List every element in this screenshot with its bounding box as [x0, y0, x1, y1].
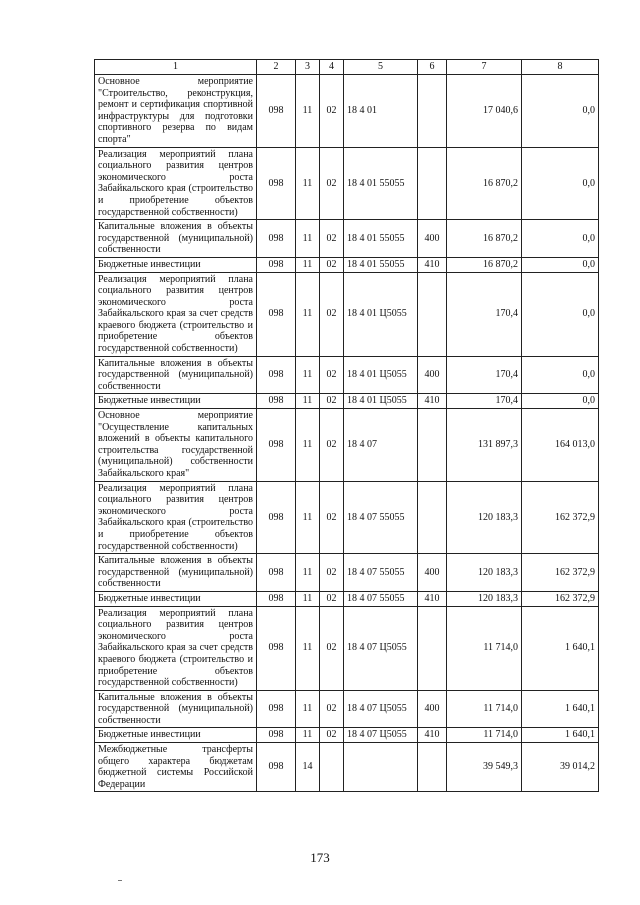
expense-type-cell [418, 147, 447, 220]
subsection-cell: 02 [320, 257, 344, 272]
subsection-cell: 02 [320, 272, 344, 356]
expense-type-cell [418, 606, 447, 690]
expense-type-cell [418, 272, 447, 356]
target-article-cell: 18 4 01 Ц5055 [344, 356, 418, 394]
column-header-8: 8 [522, 60, 599, 75]
table-row [95, 409, 599, 482]
ministry-code-cell: 098 [257, 606, 296, 690]
amount-2024-cell: 39 014,2 [522, 743, 599, 792]
subsection-cell: 02 [320, 690, 344, 728]
amount-2023-cell: 11 714,0 [447, 728, 522, 743]
amount-2023-cell: 11 714,0 [447, 606, 522, 690]
target-article-cell: 18 4 07 Ц5055 [344, 690, 418, 728]
amount-2023-cell: 16 870,2 [447, 147, 522, 220]
amount-2023-cell: 120 183,3 [447, 591, 522, 606]
name-cell: Реализация мероприятий плана социального развития центров экономического роста Забайкальского края за счет средств краевого бюджета (строительство и приобретение объектов государственной собственности) [95, 606, 257, 690]
ministry-code-cell: 098 [257, 554, 296, 592]
subsection-cell: 02 [320, 356, 344, 394]
column-header-7: 7 [447, 60, 522, 75]
ministry-code-cell: 098 [257, 257, 296, 272]
expense-type-cell: 410 [418, 257, 447, 272]
name-cell: Бюджетные инвестиции [95, 591, 257, 606]
ministry-code-cell: 098 [257, 394, 296, 409]
ministry-code-cell: 098 [257, 690, 296, 728]
name-cell: Бюджетные инвестиции [95, 728, 257, 743]
section-cell: 11 [296, 606, 320, 690]
table-row [95, 728, 599, 743]
amount-2024-cell: 0,0 [522, 272, 599, 356]
subsection-cell: 02 [320, 147, 344, 220]
section-cell: 11 [296, 75, 320, 148]
target-article-cell: 18 4 01 55055 [344, 257, 418, 272]
target-article-cell: 18 4 07 [344, 409, 418, 482]
expense-type-cell: 400 [418, 356, 447, 394]
ministry-code-cell: 098 [257, 409, 296, 482]
amount-2023-cell: 17 040,6 [447, 75, 522, 148]
name-cell: Основное мероприятие "Строительство, реконструкция, ремонт и сертификация спортивной инфраструктуры для подготовки спортивного резерва по видам спорта" [95, 75, 257, 148]
section-cell: 11 [296, 591, 320, 606]
amount-2023-cell: 131 897,3 [447, 409, 522, 482]
table-row [95, 481, 599, 554]
amount-2024-cell: 162 372,9 [522, 481, 599, 554]
column-header-2: 2 [257, 60, 296, 75]
amount-2023-cell: 39 549,3 [447, 743, 522, 792]
expense-type-cell: 410 [418, 591, 447, 606]
amount-2023-cell: 16 870,2 [447, 220, 522, 258]
name-cell: Капитальные вложения в объекты государственной (муниципальной) собственности [95, 554, 257, 592]
target-article-cell: 18 4 07 55055 [344, 554, 418, 592]
subsection-cell [320, 743, 344, 792]
amount-2023-cell: 120 183,3 [447, 481, 522, 554]
ministry-code-cell: 098 [257, 147, 296, 220]
ministry-code-cell: 098 [257, 272, 296, 356]
table-row [95, 606, 599, 690]
name-cell: Бюджетные инвестиции [95, 257, 257, 272]
table-row [95, 591, 599, 606]
table-row [95, 356, 599, 394]
subsection-cell: 02 [320, 606, 344, 690]
amount-2023-cell: 16 870,2 [447, 257, 522, 272]
amount-2024-cell: 0,0 [522, 394, 599, 409]
subsection-cell: 02 [320, 409, 344, 482]
table-row [95, 690, 599, 728]
expense-type-cell [418, 409, 447, 482]
section-cell: 11 [296, 272, 320, 356]
amount-2023-cell: 120 183,3 [447, 554, 522, 592]
expense-type-cell: 400 [418, 690, 447, 728]
table-row [95, 272, 599, 356]
column-header-1: 1 [95, 60, 257, 75]
name-cell: Реализация мероприятий плана социального развития центров экономического роста Забайкальского края (строительство и приобретение объектов государственной собственности) [95, 147, 257, 220]
column-header-3: 3 [296, 60, 320, 75]
subsection-cell: 02 [320, 554, 344, 592]
section-cell: 11 [296, 690, 320, 728]
subsection-cell: 02 [320, 220, 344, 258]
target-article-cell [344, 743, 418, 792]
table-row [95, 220, 599, 258]
name-cell: Капитальные вложения в объекты государственной (муниципальной) собственности [95, 690, 257, 728]
expense-type-cell: 410 [418, 728, 447, 743]
amount-2023-cell: 11 714,0 [447, 690, 522, 728]
expense-type-cell [418, 743, 447, 792]
subsection-cell: 02 [320, 728, 344, 743]
subsection-cell: 02 [320, 591, 344, 606]
table-row [95, 554, 599, 592]
table-row [95, 147, 599, 220]
amount-2024-cell: 0,0 [522, 220, 599, 258]
section-cell: 11 [296, 728, 320, 743]
ministry-code-cell: 098 [257, 728, 296, 743]
table-row [95, 257, 599, 272]
section-cell: 11 [296, 409, 320, 482]
subsection-cell: 02 [320, 394, 344, 409]
amount-2024-cell: 0,0 [522, 257, 599, 272]
amount-2024-cell: 162 372,9 [522, 591, 599, 606]
subsection-cell: 02 [320, 481, 344, 554]
column-header-5: 5 [344, 60, 418, 75]
budget-table [94, 59, 599, 792]
amount-2024-cell: 1 640,1 [522, 606, 599, 690]
expense-type-cell [418, 75, 447, 148]
amount-2024-cell: 164 013,0 [522, 409, 599, 482]
expense-type-cell: 410 [418, 394, 447, 409]
name-cell: Капитальные вложения в объекты государственной (муниципальной) собственности [95, 220, 257, 258]
ministry-code-cell: 098 [257, 75, 296, 148]
section-cell: 11 [296, 147, 320, 220]
name-cell: Капитальные вложения в объекты государственной (муниципальной) собственности [95, 356, 257, 394]
section-cell: 11 [296, 257, 320, 272]
name-cell: Основное мероприятие "Осуществление капитальных вложений в объекты капитального строительства государственной (муниципальной) собственности Забайкальского края" [95, 409, 257, 482]
table-row [95, 394, 599, 409]
target-article-cell: 18 4 01 55055 [344, 220, 418, 258]
section-cell: 11 [296, 481, 320, 554]
target-article-cell: 18 4 07 55055 [344, 481, 418, 554]
ministry-code-cell: 098 [257, 743, 296, 792]
section-cell: 11 [296, 356, 320, 394]
name-cell: Реализация мероприятий плана социального развития центров экономического роста Забайкальского края (строительство и приобретение объектов государственной собственности) [95, 481, 257, 554]
ministry-code-cell: 098 [257, 481, 296, 554]
target-article-cell: 18 4 07 Ц5055 [344, 606, 418, 690]
amount-2024-cell: 0,0 [522, 75, 599, 148]
expense-type-cell [418, 481, 447, 554]
table-row [95, 75, 599, 148]
name-cell: Межбюджетные трансферты общего характера бюджетам бюджетной системы Российской Федерации [95, 743, 257, 792]
target-article-cell: 18 4 07 Ц5055 [344, 728, 418, 743]
page-number: 173 [310, 850, 330, 865]
target-article-cell: 18 4 01 Ц5055 [344, 272, 418, 356]
amount-2023-cell: 170,4 [447, 272, 522, 356]
target-article-cell: 18 4 01 [344, 75, 418, 148]
ministry-code-cell: 098 [257, 356, 296, 394]
amount-2024-cell: 1 640,1 [522, 690, 599, 728]
section-cell: 14 [296, 743, 320, 792]
column-header-6: 6 [418, 60, 447, 75]
section-cell: 11 [296, 394, 320, 409]
table-body [95, 75, 599, 792]
expense-type-cell: 400 [418, 220, 447, 258]
amount-2024-cell: 162 372,9 [522, 554, 599, 592]
section-cell: 11 [296, 220, 320, 258]
ministry-code-cell: 098 [257, 591, 296, 606]
target-article-cell: 18 4 01 Ц5055 [344, 394, 418, 409]
column-header-4: 4 [320, 60, 344, 75]
amount-2024-cell: 0,0 [522, 356, 599, 394]
amount-2023-cell: 170,4 [447, 394, 522, 409]
expense-type-cell: 400 [418, 554, 447, 592]
name-cell: Реализация мероприятий плана социального развития центров экономического роста Забайкальского края за счет средств краевого бюджета (строительство и приобретение объектов государственной собственности) [95, 272, 257, 356]
amount-2024-cell: 0,0 [522, 147, 599, 220]
amount-2023-cell: 170,4 [447, 356, 522, 394]
subsection-cell: 02 [320, 75, 344, 148]
section-cell: 11 [296, 554, 320, 592]
amount-2024-cell: 1 640,1 [522, 728, 599, 743]
table-row [95, 743, 599, 792]
ministry-code-cell: 098 [257, 220, 296, 258]
scan-mark [118, 880, 122, 881]
table-header-row [95, 60, 599, 75]
target-article-cell: 18 4 01 55055 [344, 147, 418, 220]
name-cell: Бюджетные инвестиции [95, 394, 257, 409]
target-article-cell: 18 4 07 55055 [344, 591, 418, 606]
